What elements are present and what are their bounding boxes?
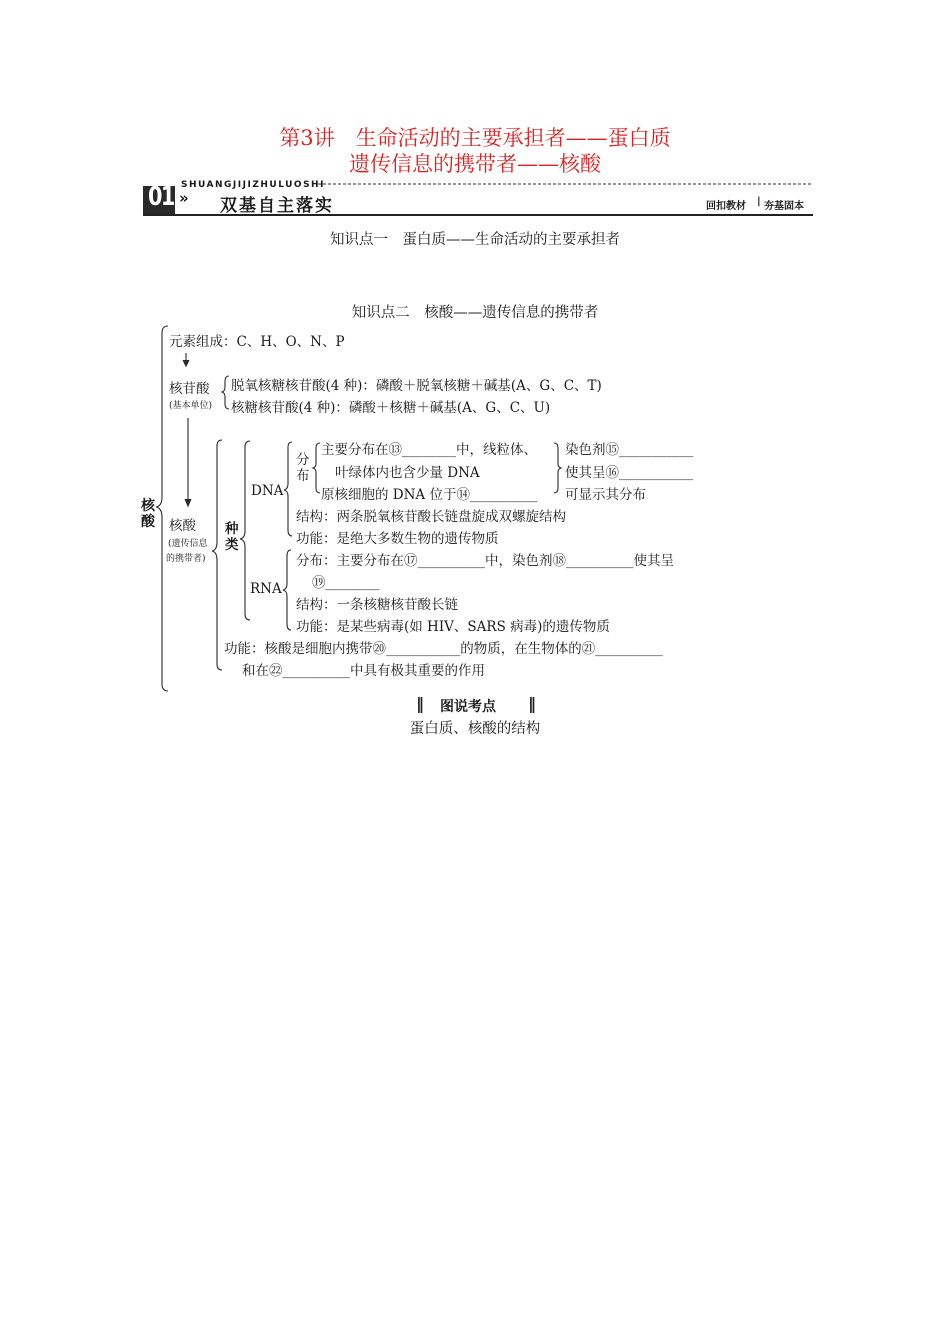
dna-function: 功能：是绝大多数生物的遗传物质: [296, 531, 499, 547]
section-title: 双基自主落实: [220, 196, 334, 216]
nucleic-acid-function-2: 和在㉒__________中具有极其重要的作用: [242, 663, 485, 679]
dna-label: DNA: [251, 483, 284, 499]
rna-distribution-2: ⑲________: [312, 575, 380, 591]
nucleic-acid-function-1: 功能：核酸是细胞内携带⑳___________的物质，在生物体的㉑__________: [224, 641, 663, 657]
figure-mark-left: ‖: [416, 694, 424, 713]
rna-distribution-1: 分布：主要分布在⑰__________中，染色剂⑱__________使其呈: [296, 553, 674, 569]
root-label: 核酸: [141, 498, 155, 530]
dna-stain-1: 染色剂⑮___________: [565, 442, 694, 458]
ribo-nucleotide: 核糖核苷酸(4 种)：磷酸＋核糖＋碱基(A、G、C、U): [231, 400, 551, 416]
dna-stain-2: 使其呈⑯___________: [565, 465, 694, 481]
distribution-brace: [313, 443, 320, 493]
rna-brace: [283, 550, 291, 630]
elements-composition: 元素组成：C、H、O、N、P: [169, 334, 345, 350]
lesson-title-line2: 遗传信息的携带者——核酸: [349, 152, 601, 176]
deoxy-nucleotide: 脱氧核糖核苷酸(4 种)：磷酸＋脱氧核糖＋碱基(A、G、C、T): [231, 378, 602, 394]
rna-structure: 结构：一条核糖核苷酸长链: [296, 597, 458, 613]
lesson-title-line1: 第3讲 生命活动的主要承担者——蛋白质: [279, 126, 671, 150]
figure-section-subtitle: 蛋白质、核酸的结构: [409, 721, 541, 737]
nucleotide-sublabel: (基本单位): [169, 401, 213, 411]
nucleotide-brace: [222, 376, 229, 409]
knowledge-point-1: 知识点一 蛋白质——生命活动的主要承担者: [330, 232, 620, 248]
dna-distribution-1: 主要分布在⑬________中，线粒体、: [321, 442, 537, 458]
section-tag-right: 夯基固本: [764, 201, 804, 212]
dna-distribution-3: 原核细胞的 DNA 位于⑭__________: [321, 487, 538, 503]
nucleic-acid-brace: [212, 440, 222, 670]
dna-distribution-2: 叶绿体内也含少量 DNA: [335, 465, 480, 481]
nucleic-acid-label: 核酸: [169, 518, 196, 534]
stain-brace: [554, 443, 561, 493]
rna-function: 功能：是某些病毒(如 HIV、SARS 病毒)的遗传物质: [296, 619, 610, 635]
nucleic-acid-sub1: (遗传信息: [168, 539, 208, 549]
section-pinyin: SHUANGJIJIZHULUOSHI: [181, 180, 325, 190]
dna-distribution-label: 分布: [296, 452, 310, 484]
section-tag-left: 回扣教材: [706, 201, 746, 212]
knowledge-point-2: 知识点二 核酸——遗传信息的携带者: [351, 305, 599, 321]
dna-structure: 结构：两条脱氧核苷酸长链盘旋成双螺旋结构: [296, 509, 566, 525]
kinds-label: 种类: [225, 521, 239, 553]
nucleic-acid-sub2: 的携带者): [166, 554, 206, 564]
section-tag-separator: |: [757, 196, 761, 207]
dna-stain-3: 可显示其分布: [565, 487, 646, 503]
section-number: 01: [148, 182, 174, 212]
section-arrow-icon: »: [179, 189, 189, 207]
root-brace: [156, 326, 168, 691]
figure-section-title: 图说考点: [440, 699, 496, 715]
nucleotide-label: 核苷酸: [169, 381, 210, 397]
dna-brace: [284, 442, 292, 536]
rna-label: RNA: [250, 581, 282, 597]
figure-mark-right: ‖: [528, 694, 536, 713]
kinds-brace: [240, 441, 250, 620]
